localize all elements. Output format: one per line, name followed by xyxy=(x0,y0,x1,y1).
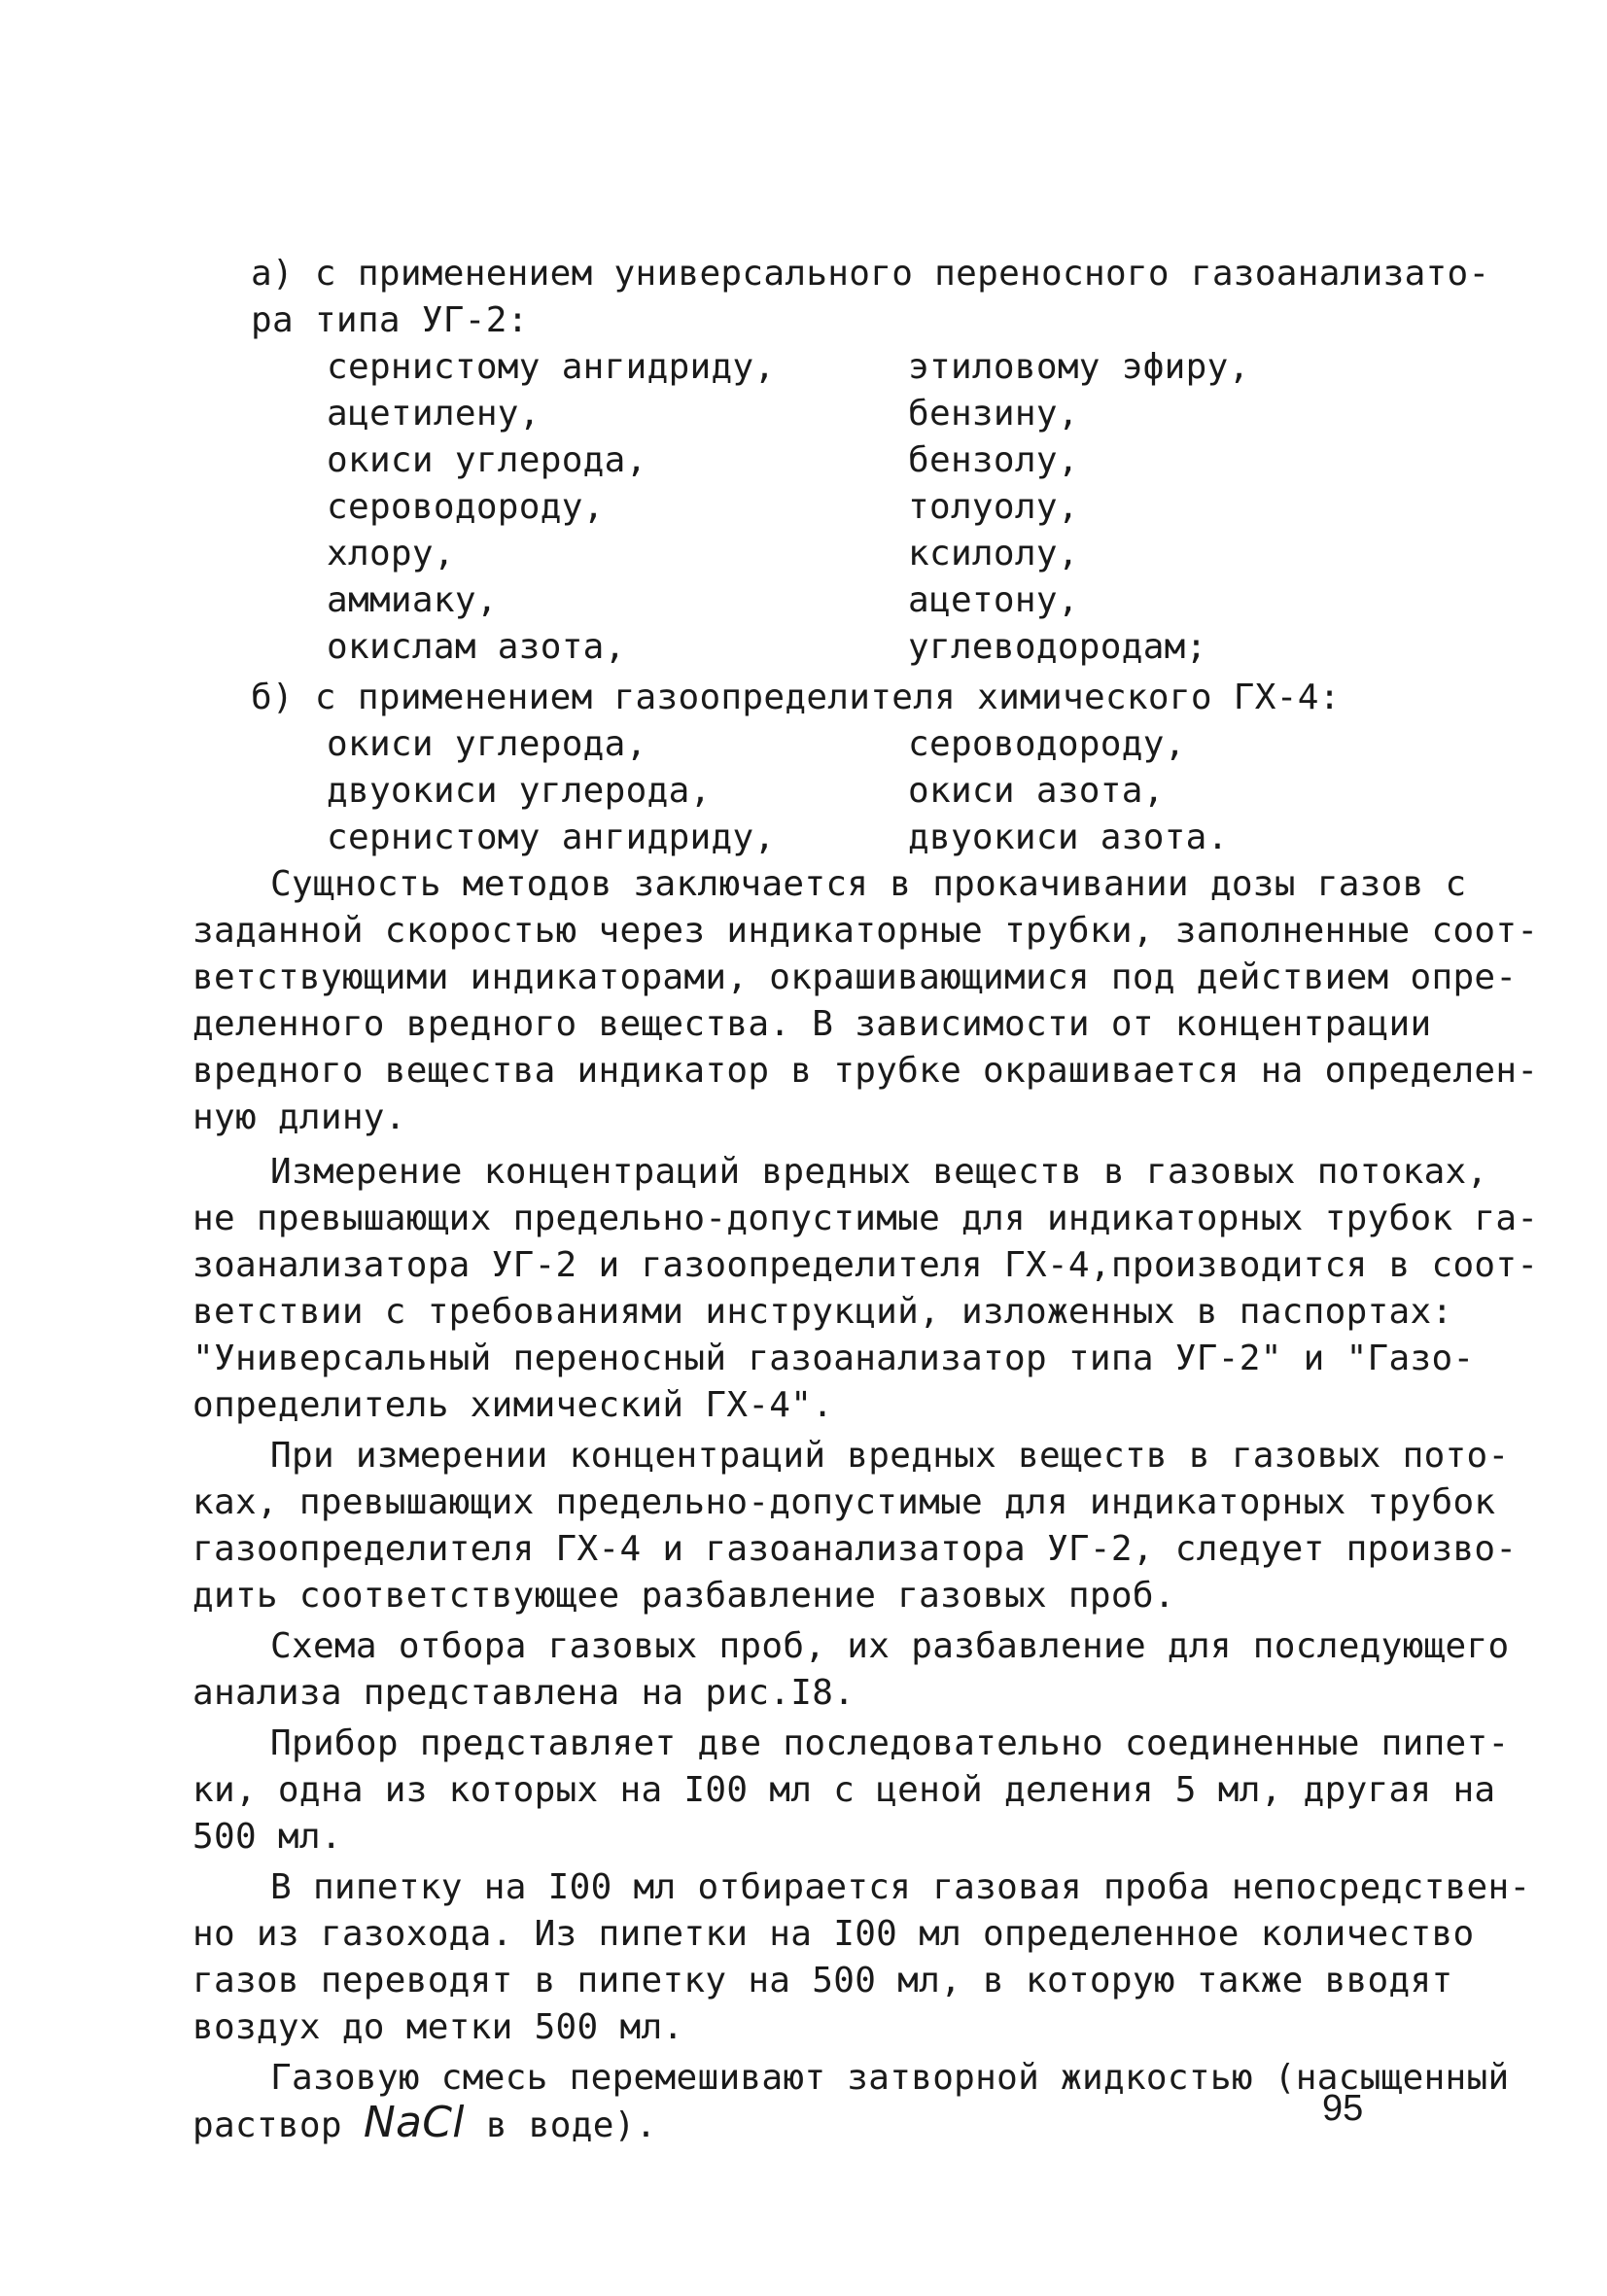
paragraph-line: ветствии с требованиями инструкций, изложенных в паспортах: xyxy=(192,1292,1453,1332)
list-a-left: аммиаку, xyxy=(327,580,498,620)
list-a-right: ацетону, xyxy=(908,580,1079,620)
list-b-right: сероводороду, xyxy=(908,724,1186,764)
paragraph-line: ветствующими индикаторами, окрашивающимися под действием опре- xyxy=(192,957,1518,997)
paragraph-line: деленного вредного вещества. В зависимости от концентрации xyxy=(192,1004,1432,1044)
paragraph-line: вредного вещества индикатор в трубке окрашивается на определен- xyxy=(192,1051,1539,1091)
list-a-right: бензолу, xyxy=(908,440,1079,480)
paragraph-line: ках, превышающих предельно-допустимые для индикаторных трубок xyxy=(192,1482,1496,1522)
paragraph-line: заданной скоростью через индикаторные трубки, заполненные соот- xyxy=(192,911,1539,951)
paragraph-line: Сущность методов заключается в прокачивании дозы газов с xyxy=(270,864,1467,904)
intro-a-cont: ра типа УГ-2: xyxy=(251,300,529,340)
paragraph-text: раствор xyxy=(192,2105,342,2145)
paragraph-line: воздух до метки 500 мл. xyxy=(192,2007,684,2047)
paragraph-line: Измерение концентраций вредных веществ в газовых потоках, xyxy=(270,1152,1488,1192)
list-b-right: двуокиси азота. xyxy=(908,818,1229,857)
paragraph-line: дить соответствующее разбавление газовых проб. xyxy=(192,1576,1175,1616)
list-a-left: хлору, xyxy=(327,534,455,574)
list-b-left: двуокиси углерода, xyxy=(327,771,712,811)
paragraph-last-line xyxy=(192,2100,657,2149)
list-b-right: окиси азота, xyxy=(908,771,1165,811)
paragraph-text: в воде). xyxy=(485,2105,657,2145)
list-a-right: толуолу, xyxy=(908,487,1079,527)
list-b-left: окиси углерода, xyxy=(327,724,647,764)
paragraph-line: Схема отбора газовых проб, их разбавление для последующего xyxy=(270,1626,1510,1666)
list-a-right: ксилолу, xyxy=(908,534,1079,574)
paragraph-line: Газовую смесь перемешивают затворной жидкостью (насыщенный xyxy=(270,2058,1510,2098)
paragraph-line: зоанализатора УГ-2 и газоопределителя ГХ-4,производится в соот- xyxy=(192,1245,1539,1285)
list-a-left: окиси углерода, xyxy=(327,440,647,480)
paragraph-line: определитель химический ГХ-4". xyxy=(192,1385,834,1425)
intro-b: б) с применением газоопределителя химического ГХ-4: xyxy=(251,678,1341,717)
list-a-left: окислам азота, xyxy=(327,627,626,667)
paragraph-line: При измерении концентраций вредных веществ в газовых пото- xyxy=(270,1436,1510,1476)
handwritten-formula: NaCl xyxy=(363,2098,465,2147)
paragraph-line: В пипетку на I00 мл отбирается газовая проба непосредствен- xyxy=(270,1867,1531,1907)
list-a-left: сернистому ангидриду, xyxy=(327,347,776,387)
list-a-right: углеводородам; xyxy=(908,627,1207,667)
paragraph-line: газов переводят в пипетку на 500 мл, в которую также вводят xyxy=(192,1961,1453,2000)
paragraph-line: ную длину. xyxy=(192,1097,406,1137)
paragraph-line: но из газохода. Из пипетки на I00 мл определенное количество xyxy=(192,1914,1475,1954)
paragraph-line: "Универсальный переносный газоанализатор типа УГ-2" и "Газо- xyxy=(192,1339,1475,1378)
list-a-right: бензину, xyxy=(908,394,1079,434)
list-a-right: этиловому эфиру, xyxy=(908,347,1250,387)
list-a-left: сероводороду, xyxy=(327,487,605,527)
intro-a: а) с применением универсального переносного газоанализато- xyxy=(251,254,1490,294)
paragraph-line: анализа представлена на рис.I8. xyxy=(192,1673,856,1713)
list-b-left: сернистому ангидриду, xyxy=(327,818,776,857)
list-a-left: ацетилену, xyxy=(327,394,541,434)
paragraph-line: 500 мл. xyxy=(192,1817,342,1857)
page-number: 95 xyxy=(1322,2088,1364,2129)
paragraph-line: не превышающих предельно-допустимые для индикаторных трубок га- xyxy=(192,1199,1539,1238)
paragraph-line: Прибор представляет две последовательно соединенные пипет- xyxy=(270,1723,1510,1763)
paragraph-line: газоопределителя ГХ-4 и газоанализатора УГ-2, следует произво- xyxy=(192,1529,1518,1569)
paragraph-line: ки, одна из которых на I00 мл с ценой деления 5 мл, другая на xyxy=(192,1770,1496,1810)
